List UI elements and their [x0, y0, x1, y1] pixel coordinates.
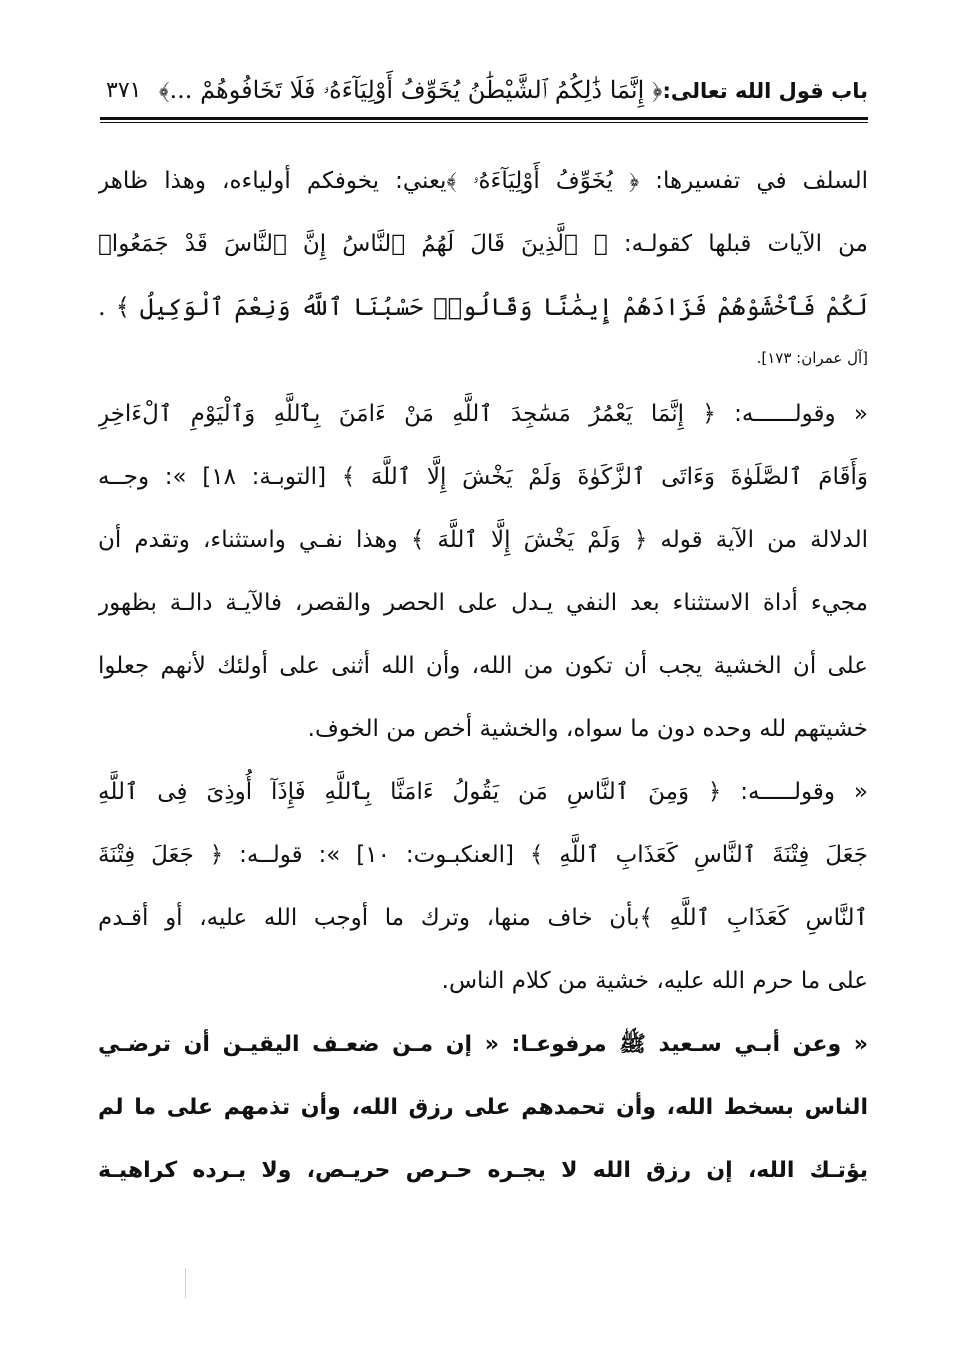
text-line: السلف في تفسيرها: ﴿ يُخَوِّفُ أَوْلِيَآءَهُۥ ﴾يعني: يخوفكم أولياءه، وهذا ظاهر	[98, 168, 868, 194]
page-number: ٣٧١	[106, 77, 142, 103]
quran-line: لَكُمْ فَٱخْشَوْهُمْ فَزَادَهُمْ إِيمَٰنًا وَقَالُوا۟ حَسْبُنَا ٱللَّهُ وَنِعْمَ ٱلْوَكِيلُ ﴾ .	[98, 293, 868, 321]
running-header	[100, 68, 868, 112]
scan-mark	[185, 1268, 186, 1298]
text-line: على أن الخشية يجب أن تكون من الله، وأن الله أثنى على أولئك لأنهم جعلوا	[98, 653, 868, 679]
chapter-label: باب قول الله تعالى:	[662, 79, 868, 103]
text-line: من الآيات قبلها كقولـه: ﴿ ٱلَّذِينَ قَالَ لَهُمُ ٱلنَّاسُ إِنَّ ٱلنَّاسَ قَدْ جَمَعُوا۟	[98, 231, 868, 257]
hadith-line: يؤتـك الله، إن رزق الله لا يجـره حـرص حريـص، ولا يـرده كراهيـة	[98, 1158, 868, 1183]
page-body	[98, 150, 868, 1202]
text-line: « وقولـــــه: ﴿ وَمِنَ ٱلنَّاسِ مَن يَقُولُ ءَامَنَّا بِٱللَّهِ فَإِذَآ أُوذِىَ فِى ٱللَّهِ	[98, 779, 868, 805]
text-line: « وقولــــــه: ﴿ إِنَّمَا يَعْمُرُ مَسَٰجِدَ ٱللَّهِ مَنْ ءَامَنَ بِٱللَّهِ وَٱلْيَوْمِ ٱلْءَاخِرِ	[98, 401, 868, 427]
header-rule-thin	[100, 122, 868, 123]
text-line: مجيء أداة الاستثناء بعد النفي يـدل على الحصر والقصر، فالآيـة دالـة بظهور	[98, 590, 868, 616]
text-line: خشيتهم لله وحده دون ما سواه، والخشية أخص من الخوف.	[307, 716, 868, 742]
text-line: الدلالة من الآية قوله ﴿ وَلَمْ يَخْشَ إِلَّا ٱللَّهَ ﴾ وهذا نفـي واستثناء، وتقدم أن	[98, 527, 868, 553]
header-verse: ﴿ إِنَّمَا ذَٰلِكُمُ ٱلشَّيْطَٰنُ يُخَوِّفُ أَوْلِيَآءَهُۥ فَلَا تَخَافُوهُمْ ...﴾	[158, 76, 663, 104]
text-line: وَأَقَامَ ٱلصَّلَوٰةَ وَءَاتَى ٱلزَّكَوٰةَ وَلَمْ يَخْشَ إِلَّا ٱللَّهَ ﴾ [التوبـة: ١٨] »: وجــه	[98, 464, 868, 490]
running-header-title	[159, 76, 868, 104]
header-rule-thick	[100, 117, 868, 120]
verse-reference: [آل عمران: ١٧٣].	[756, 349, 868, 367]
hadith-line: « وعن أبـي سـعيد ﷺ مرفوعـا: « إن مـن ضعـف اليقيـن أن ترضـي	[98, 1032, 868, 1057]
text-line: جَعَلَ فِتْنَةَ ٱلنَّاسِ كَعَذَابِ ٱللَّهِ ﴾ [العنكبـوت: ١٠] »: قولــه: ﴿ جَعَلَ فِتْنَةَ	[98, 842, 868, 868]
hadith-line: الناس بسخط الله، وأن تحمدهم على رزق الله، وأن تذمهم على ما لم	[98, 1095, 868, 1120]
text-line: ٱلنَّاسِ كَعَذَابِ ٱللَّهِ ﴾بأن خاف منها، وترك ما أوجب الله عليه، أو أقـدم	[98, 905, 868, 931]
text-line: على ما حرم الله عليه، خشية من كلام الناس.	[441, 968, 868, 994]
